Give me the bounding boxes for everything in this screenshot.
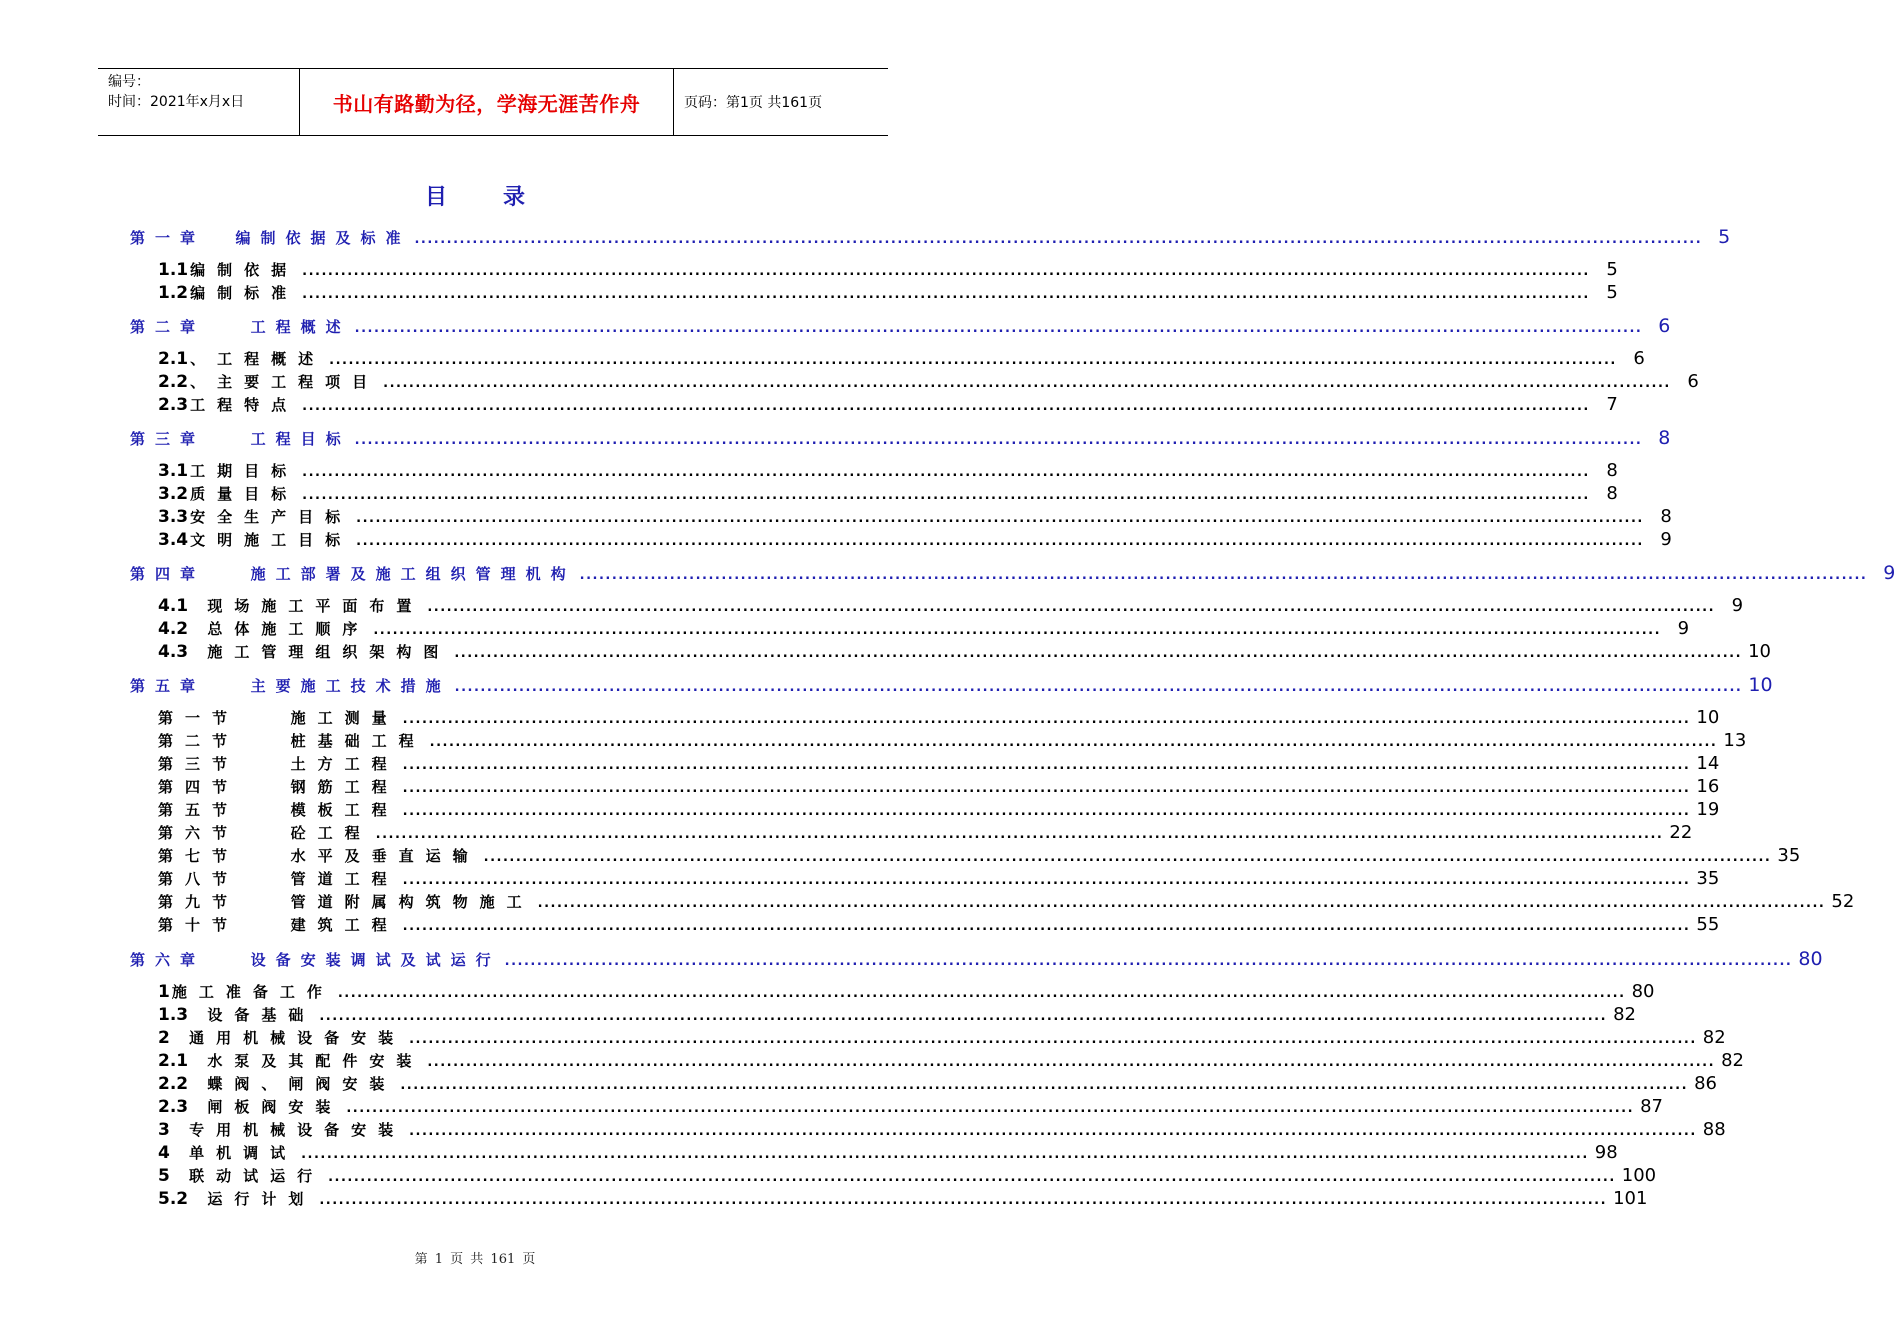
toc-entry-label	[158, 618, 369, 639]
toc-page-number: 5	[1718, 226, 1731, 248]
document-number-label: 编号：	[108, 74, 150, 90]
toc-item-row[interactable]	[158, 259, 1618, 283]
toc-item-row[interactable]	[158, 730, 1747, 754]
toc-entry-label	[130, 316, 351, 337]
toc-chapter-row[interactable]	[130, 562, 1895, 586]
toc-dot-leader: ........................................................................................................................................................................................................	[427, 600, 1716, 615]
toc-entry-text: 通用机械设备安装	[171, 1029, 406, 1047]
toc-entry-label	[158, 868, 399, 889]
toc-item-row[interactable]	[158, 371, 1699, 395]
toc-chapter-row[interactable]	[130, 427, 1671, 451]
toc-item-row[interactable]	[158, 618, 1690, 642]
toc-item-row[interactable]	[158, 822, 1693, 846]
toc-entry-number: 5	[158, 1166, 170, 1186]
toc-page-number: 7	[1606, 394, 1618, 415]
toc-entry-text: 第七节 水平及垂直运输	[158, 847, 480, 865]
toc-entry-label	[158, 776, 399, 797]
toc-item-row[interactable]	[158, 1096, 1663, 1120]
toc-page-number: 8	[1658, 427, 1671, 449]
toc-page-number: 5	[1606, 259, 1618, 280]
toc-entry-number: 2	[158, 1028, 170, 1048]
toc-item-row[interactable]	[158, 868, 1720, 892]
toc-entry-label	[158, 282, 298, 303]
toc-dot-leader: ........................................................................................................................................................................................................	[302, 465, 1590, 480]
toc-entry-label	[130, 227, 410, 248]
toc-entry-label	[158, 1188, 315, 1209]
toc-item-row[interactable]	[158, 348, 1645, 372]
toc-item-row[interactable]	[158, 529, 1672, 553]
toc-page-number: 86	[1694, 1073, 1717, 1094]
toc-dot-leader: ........................................................................................................................................................................................................	[400, 1078, 1689, 1093]
header-page-info: 页码：第1页 共161页	[684, 95, 823, 111]
toc-title: 目录	[424, 184, 581, 210]
header-motto: 书山有路勤为径，学海无涯苦作舟	[332, 91, 641, 116]
toc-item-row[interactable]	[158, 460, 1618, 484]
toc-dot-leader: ........................................................................................................................................................................................................	[402, 873, 1691, 888]
toc-page-number: 14	[1696, 753, 1720, 774]
toc-page-number: 10	[1696, 707, 1720, 728]
toc-entry-number: 2.3	[158, 395, 189, 415]
toc-page-number: 82	[1613, 1004, 1636, 1025]
toc-entry-text: 蝶阀、闸阀安装	[190, 1075, 397, 1093]
toc-dot-leader: ........................................................................................................................................................................................................	[319, 1009, 1608, 1024]
toc-page-number: 35	[1777, 845, 1801, 866]
toc-dot-leader: ........................................................................................................................................................................................................	[402, 919, 1691, 934]
toc-entry-number: 4.1	[158, 596, 189, 616]
toc-page-number: 80	[1631, 981, 1655, 1002]
toc-page-number: 87	[1640, 1096, 1663, 1117]
toc-item-row[interactable]	[158, 641, 1771, 665]
toc-page-number: 22	[1669, 822, 1693, 843]
toc-entry-text: 第五章 主要施工技术措施	[130, 677, 451, 695]
toc-entry-text: 第九节 管道附属构筑物施工	[158, 893, 534, 911]
toc-page-number: 19	[1696, 799, 1720, 820]
toc-entry-label	[130, 675, 451, 696]
toc-entry-label	[158, 891, 534, 912]
toc-page-number: 35	[1696, 868, 1720, 889]
toc-entry-text: 文明施工目标	[190, 531, 353, 549]
toc-item-row[interactable]	[158, 707, 1720, 731]
toc-dot-leader: ........................................................................................................................................................................................................	[301, 1147, 1589, 1162]
toc-entry-text: 第一节 施工测量	[158, 709, 399, 727]
toc-entry-label	[158, 845, 480, 866]
toc-entry-text: 编制标准	[190, 284, 299, 302]
toc-item-row[interactable]	[158, 483, 1618, 507]
toc-dot-leader: ........................................................................................................................................................................................................	[346, 1101, 1635, 1116]
toc-page-number: 80	[1798, 948, 1823, 970]
toc-page-number: 10	[1748, 674, 1773, 696]
toc-item-row[interactable]	[158, 891, 1855, 915]
toc-entry-label	[158, 1027, 405, 1048]
toc-page-number: 8	[1606, 483, 1618, 504]
toc-entry-label	[158, 1142, 297, 1163]
toc-entry-label	[158, 483, 298, 504]
toc-entry-text: 施工管理组织架构图	[190, 643, 451, 661]
toc-dot-leader: ........................................................................................................................................................................................................	[373, 623, 1662, 638]
toc-page-number: 8	[1660, 506, 1672, 527]
toc-entry-number: 4.2	[158, 619, 189, 639]
toc-page-number: 55	[1696, 914, 1720, 935]
toc-entry-label	[158, 348, 325, 369]
toc-entry-text: 第二章 工程概述	[130, 318, 351, 336]
toc-page-number: 82	[1702, 1027, 1726, 1048]
toc-entry-number: 3.2	[158, 484, 189, 504]
toc-item-row[interactable]	[158, 1188, 1648, 1212]
toc-entry-number: 1	[158, 982, 170, 1002]
toc-entry-number: 3.1	[158, 461, 189, 481]
toc-entry-label	[158, 730, 426, 751]
toc-entry-text: 闸板阀安装	[190, 1098, 343, 1116]
toc-item-row[interactable]	[158, 845, 1801, 869]
toc-entry-text: 运行计划	[190, 1190, 316, 1208]
toc-chapter-row[interactable]	[130, 226, 1731, 250]
toc-entry-text: 第四章 施工部署及施工组织管理机构	[130, 565, 576, 583]
toc-entry-label	[158, 1165, 324, 1186]
toc-page-number: 8	[1606, 460, 1618, 481]
toc-entry-text: 第六节 砼工程	[158, 824, 372, 842]
toc-entry-text: 、工程概述	[190, 350, 326, 368]
toc-page-number: 5	[1606, 282, 1618, 303]
toc-dot-leader: ........................................................................................................................................................................................................	[302, 287, 1590, 302]
toc-entry-number: 3.3	[158, 507, 189, 527]
toc-entry-text: 工期目标	[190, 462, 299, 480]
toc-dot-leader: ........................................................................................................................................................................................................	[302, 264, 1590, 279]
toc-dot-leader: ........................................................................................................................................................................................................	[375, 827, 1664, 842]
toc-page-number: 9	[1677, 618, 1690, 639]
toc-entry-label	[158, 707, 399, 728]
toc-entry-number: 1.1	[158, 260, 189, 280]
toc-page-number: 16	[1696, 776, 1720, 797]
toc-chapter-row[interactable]	[130, 948, 1823, 972]
toc-dot-leader: ........................................................................................................................................................................................................	[579, 568, 1868, 583]
toc-chapter-row[interactable]	[130, 674, 1773, 698]
toc-entry-text: 第四节 钢筋工程	[158, 778, 399, 796]
toc-entry-label	[158, 595, 423, 616]
toc-entry-label	[158, 1096, 342, 1117]
toc-item-row[interactable]	[158, 753, 1720, 777]
toc-entry-number: 3	[158, 1120, 170, 1140]
toc-item-row[interactable]	[158, 1142, 1618, 1166]
toc-chapter-row[interactable]	[130, 315, 1671, 339]
toc-entry-text: 工程特点	[190, 396, 299, 414]
toc-entry-text: 水泵及其配件安装	[190, 1052, 424, 1070]
toc-entry-label	[158, 506, 352, 527]
toc-page-number: 82	[1721, 1050, 1744, 1071]
toc-dot-leader: ........................................................................................................................................................................................................	[414, 232, 1703, 247]
toc-entry-number: 4.3	[158, 642, 189, 662]
toc-entry-label	[158, 1004, 315, 1025]
toc-dot-leader: ........................................................................................................................................................................................................	[402, 804, 1691, 819]
toc-dot-leader: ........................................................................................................................................................................................................	[337, 986, 1626, 1001]
toc-entry-text: 第八节 管道工程	[158, 870, 399, 888]
toc-entry-label	[158, 822, 372, 843]
toc-dot-leader: ........................................................................................................................................................................................................	[402, 712, 1691, 727]
toc-item-row[interactable]	[158, 1027, 1726, 1051]
toc-entry-text: 质量目标	[190, 485, 299, 503]
toc-page-number: 100	[1621, 1165, 1657, 1186]
toc-entry-text: 安全生产目标	[190, 508, 353, 526]
toc-entry-text: 第五节 模板工程	[158, 801, 399, 819]
toc-entry-text: 现场施工平面布置	[190, 597, 424, 615]
toc-dot-leader: ........................................................................................................................................................................................................	[454, 680, 1743, 695]
toc-entry-number: 2.1	[158, 349, 189, 369]
toc-entry-text: 、主要工程项目	[190, 373, 380, 391]
toc-item-row[interactable]	[158, 595, 1744, 619]
toc-item-row[interactable]	[158, 1119, 1726, 1143]
toc-entry-text: 总体施工顺序	[190, 620, 370, 638]
toc-item-row[interactable]	[158, 1073, 1717, 1097]
toc-entry-text: 专用机械设备安装	[171, 1121, 406, 1139]
toc-entry-number: 2.2	[158, 1074, 189, 1094]
toc-page-number: 9	[1883, 562, 1895, 584]
toc-dot-leader: ........................................................................................................................................................................................................	[319, 1193, 1608, 1208]
toc-page-number: 52	[1831, 891, 1855, 912]
toc-dot-leader: ........................................................................................................................................................................................................	[409, 1032, 1697, 1047]
toc-dot-leader: ........................................................................................................................................................................................................	[409, 1124, 1697, 1139]
toc-dot-leader: ........................................................................................................................................................................................................	[329, 353, 1617, 368]
toc-entry-text: 联动试运行	[171, 1167, 325, 1185]
toc-page-number: 9	[1731, 595, 1744, 616]
toc-page-number: 10	[1748, 641, 1771, 662]
toc-item-row[interactable]	[158, 981, 1655, 1005]
toc-page-number: 88	[1702, 1119, 1726, 1140]
toc-item-row[interactable]	[158, 1004, 1636, 1028]
toc-entry-label	[158, 460, 298, 481]
toc-entry-text: 第十节 建筑工程	[158, 916, 399, 934]
toc-entry-number: 1.3	[158, 1005, 189, 1025]
toc-entry-number: 4	[158, 1143, 170, 1163]
toc-page-number: 101	[1613, 1188, 1648, 1209]
toc-page-number: 6	[1687, 371, 1699, 392]
toc-dot-leader: ........................................................................................................................................................................................................	[302, 399, 1590, 414]
toc-entry-number: 2.2	[158, 372, 189, 392]
toc-entry-label	[158, 981, 334, 1002]
toc-page-number: 13	[1723, 730, 1747, 751]
toc-entry-text: 第二节 桩基础工程	[158, 732, 426, 750]
toc-entry-number: 3.4	[158, 530, 189, 550]
toc-item-row[interactable]	[158, 394, 1618, 418]
toc-entry-label	[158, 914, 399, 935]
toc-entry-number: 1.2	[158, 283, 189, 303]
toc-dot-leader: ........................................................................................................................................................................................................	[354, 321, 1643, 336]
toc-dot-leader: ........................................................................................................................................................................................................	[354, 433, 1643, 448]
toc-dot-leader: ........................................................................................................................................................................................................	[302, 488, 1590, 503]
toc-dot-leader: ........................................................................................................................................................................................................	[483, 850, 1772, 865]
toc-item-row[interactable]	[158, 1165, 1657, 1189]
toc-item-row[interactable]	[158, 1050, 1744, 1074]
toc-dot-leader: ........................................................................................................................................................................................................	[383, 376, 1671, 391]
toc-entry-text: 第三章 工程目标	[130, 430, 351, 448]
toc-entry-text: 单机调试	[171, 1144, 298, 1162]
toc-entry-text: 设备基础	[190, 1006, 316, 1024]
toc-entry-text: 第六章 设备安装调试及试运行	[130, 951, 501, 969]
toc-dot-leader: ........................................................................................................................................................................................................	[356, 534, 1644, 549]
toc-dot-leader: ........................................................................................................................................................................................................	[454, 646, 1743, 661]
toc-entry-text: 第三节 土方工程	[158, 755, 399, 773]
toc-page-number: 6	[1633, 348, 1645, 369]
toc-entry-number: 2.1	[158, 1051, 189, 1071]
toc-item-row[interactable]	[158, 506, 1672, 530]
toc-page-number: 6	[1658, 315, 1671, 337]
toc-dot-leader: ........................................................................................................................................................................................................	[537, 896, 1826, 911]
toc-entry-text: 施工准备工作	[171, 983, 334, 1001]
toc-entry-label	[130, 949, 501, 970]
toc-entry-label	[158, 529, 352, 550]
toc-item-row[interactable]	[158, 282, 1618, 306]
toc-dot-leader: ........................................................................................................................................................................................................	[402, 781, 1691, 796]
toc-page-number: 9	[1660, 529, 1672, 550]
toc-dot-leader: ........................................................................................................................................................................................................	[427, 1055, 1716, 1070]
toc-item-row[interactable]	[158, 799, 1720, 823]
toc-entry-number: 2.3	[158, 1097, 189, 1117]
toc-entry-text: 第一章 编制依据及标准	[130, 229, 411, 247]
toc-entry-label	[158, 1119, 405, 1140]
toc-entry-label	[158, 1050, 423, 1071]
toc-dot-leader: ........................................................................................................................................................................................................	[429, 735, 1718, 750]
toc-entry-label	[158, 641, 450, 662]
toc-entry-label	[158, 371, 379, 392]
toc-entry-number: 5.2	[158, 1189, 189, 1209]
document-time-label: 时间：2021年x月x日	[108, 94, 245, 110]
toc-dot-leader: ........................................................................................................................................................................................................	[504, 954, 1793, 969]
toc-dot-leader: ........................................................................................................................................................................................................	[402, 758, 1691, 773]
toc-entry-label	[158, 394, 298, 415]
toc-entry-label	[158, 1073, 396, 1094]
toc-entry-label	[130, 428, 351, 449]
toc-item-row[interactable]	[158, 914, 1720, 938]
toc-entry-label	[158, 799, 399, 820]
page-footer: 第 1 页 共 161 页	[414, 1252, 536, 1267]
toc-page-number: 98	[1594, 1142, 1618, 1163]
toc-dot-leader: ........................................................................................................................................................................................................	[328, 1170, 1616, 1185]
toc-entry-label	[158, 753, 399, 774]
toc-entry-label	[130, 563, 576, 584]
toc-entry-text: 编制依据	[190, 261, 299, 279]
toc-dot-leader: ........................................................................................................................................................................................................	[356, 511, 1644, 526]
toc-item-row[interactable]	[158, 776, 1720, 800]
toc-entry-label	[158, 259, 298, 280]
